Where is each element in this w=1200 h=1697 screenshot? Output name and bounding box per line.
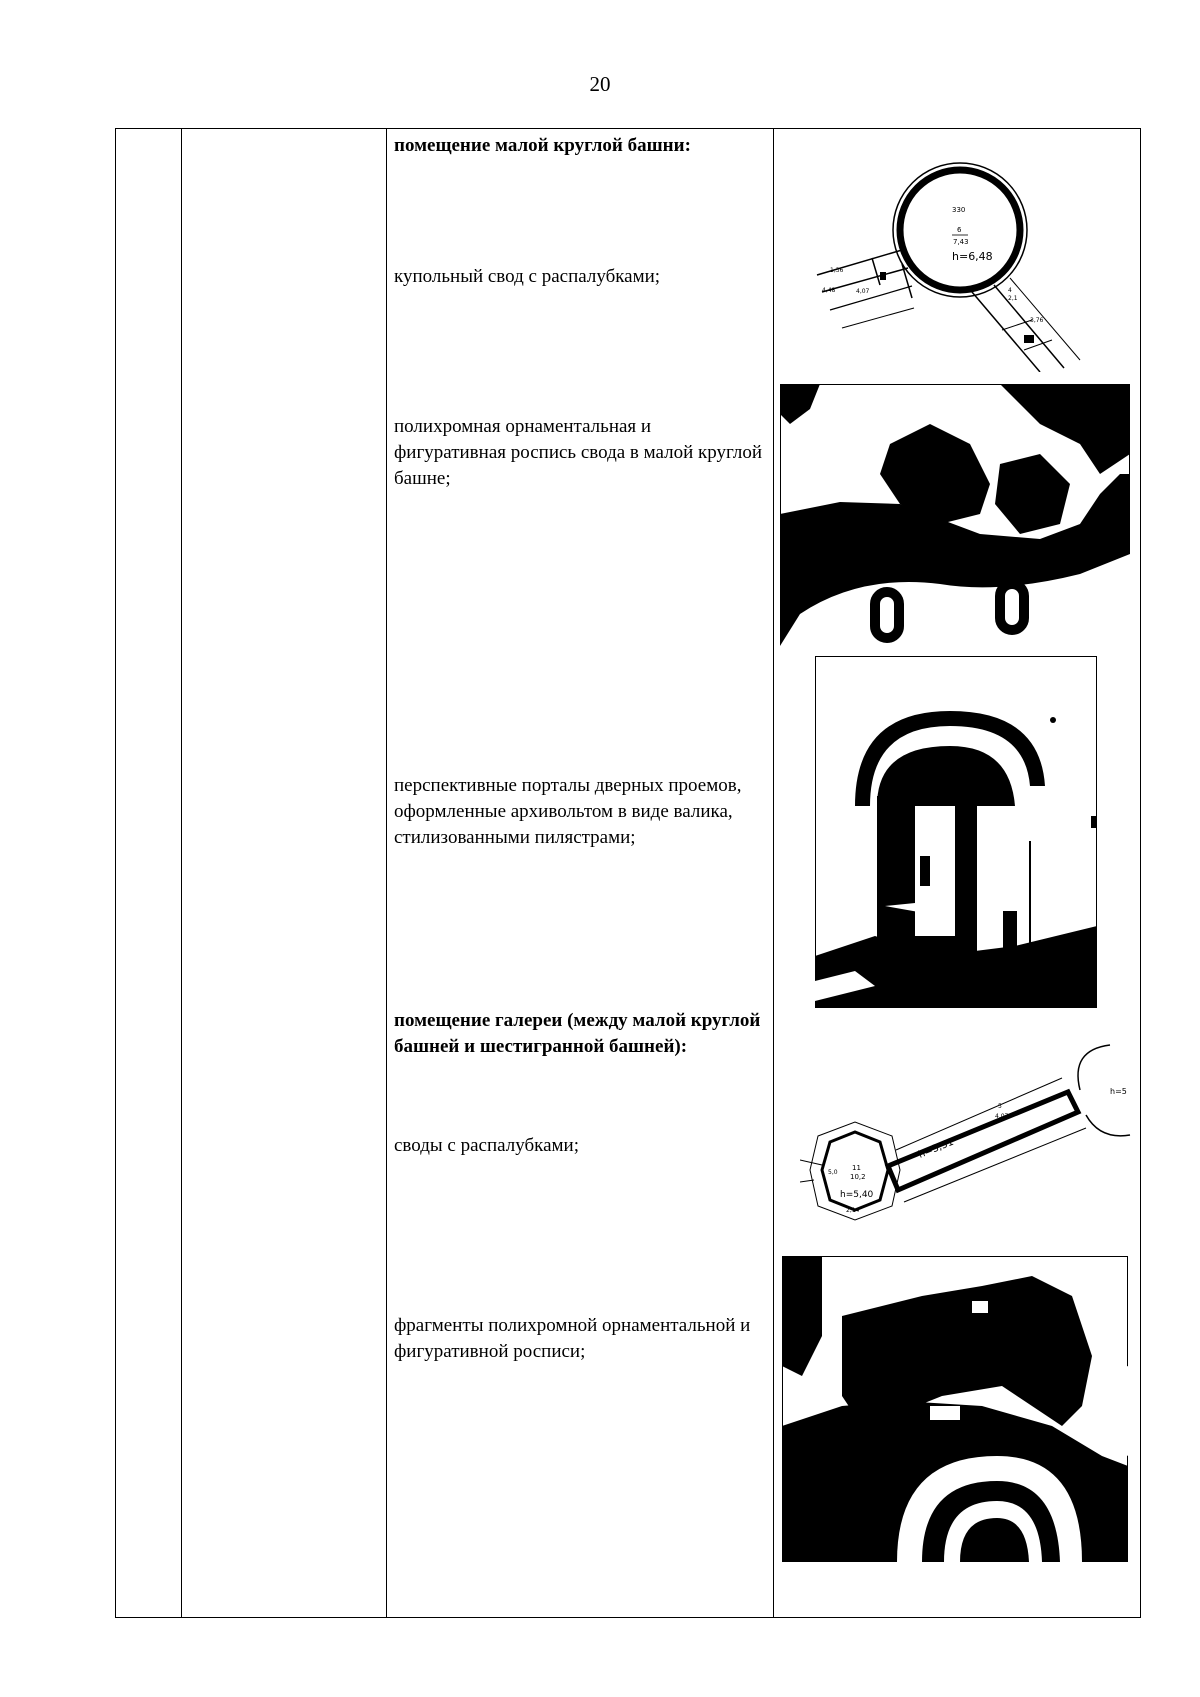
plan-label: 5,0 xyxy=(828,1169,838,1176)
vault-painting-photo xyxy=(780,384,1130,646)
gallery-plan-drawing xyxy=(800,1040,1138,1260)
plan-label: 6 xyxy=(957,226,962,234)
column-divider xyxy=(386,129,387,1617)
section-heading-small-round-tower: помещение малой круглой башни: xyxy=(394,135,691,156)
plan-height-label: h=6,48 xyxy=(952,250,993,263)
plan-label: 330 xyxy=(952,206,966,214)
plan-height-label: h=5,40 xyxy=(840,1190,874,1200)
item-door-portals: перспективные порталы дверных проемов, оформленные архивольтом в виде валика, стилизованными пилястрами; xyxy=(394,775,742,848)
tower-plan-drawing xyxy=(812,160,1132,372)
item-painting-fragments: фрагменты полихромной орнаментальной и фигуративной росписи; xyxy=(394,1315,751,1362)
plan-label: 4,07 xyxy=(856,288,870,295)
gallery-painting-photo xyxy=(782,1256,1128,1562)
page-number: 20 xyxy=(589,72,611,96)
column-divider xyxy=(181,129,182,1617)
plan-label: 1,36 xyxy=(830,267,844,274)
plan-label: 2,14 xyxy=(846,1207,860,1214)
plan-label: 2,1 xyxy=(1008,295,1018,302)
item-polychrome-painting-tower: полихромная орнаментальная и фигуративная роспись свода в малой круглой башне; xyxy=(394,416,762,489)
item-vaults-gallery: своды с распалубками; xyxy=(394,1135,579,1156)
plan-label: 10,2 xyxy=(850,1173,866,1181)
plan-height-label: h=5 xyxy=(1110,1087,1127,1096)
plan-label: 4,48 xyxy=(822,287,836,294)
section-heading-gallery: помещение галереи (между малой круглой башней и шестигранной башней): xyxy=(394,1010,761,1057)
plan-label: 4,07 xyxy=(995,1113,1009,1120)
door-portal-photo xyxy=(815,656,1097,1008)
plan-label: 4 xyxy=(1008,287,1012,294)
item-domed-vault: купольный свод с распалубками; xyxy=(394,266,661,287)
plan-height-label: h=3,51 xyxy=(917,1136,956,1161)
plan-label: 11 xyxy=(852,1164,861,1172)
plan-label: 7,43 xyxy=(953,238,969,246)
column-divider xyxy=(773,129,774,1617)
plan-label: 5 xyxy=(998,1103,1002,1110)
plan-label: 3,76 xyxy=(1030,317,1044,324)
